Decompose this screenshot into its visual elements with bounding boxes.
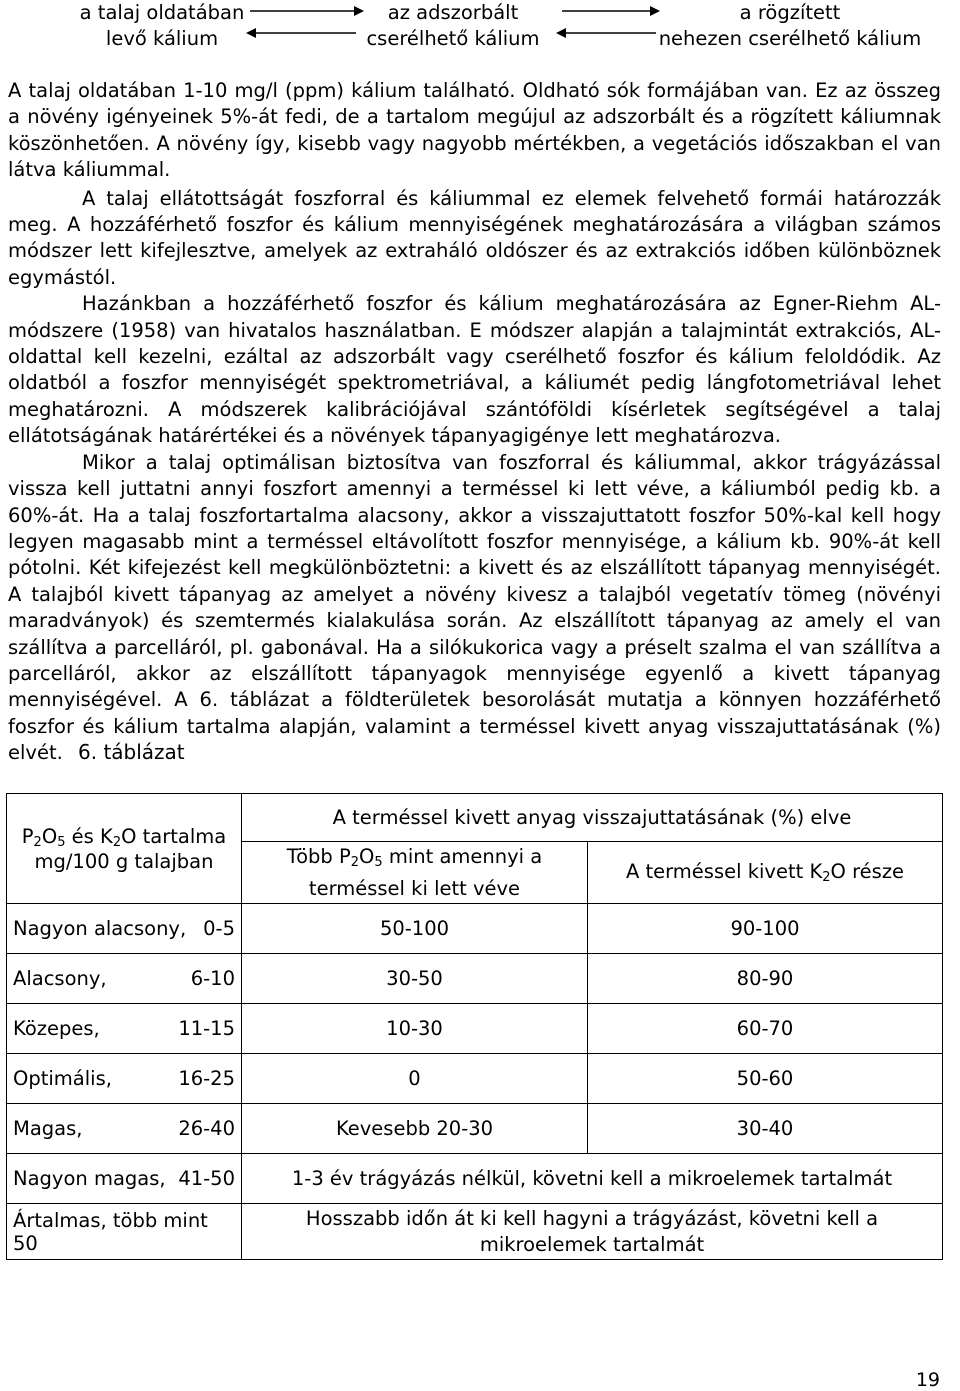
table-row [7, 954, 943, 1004]
paragraph-1: A talaj oldatában 1-10 mg/l (ppm) kálium található. Oldható sók formájában van. Ez az összeg a növény igényeinek 5%-át fedi, de a tartalom megújul az adszorbált és a rögzített káliumnak köszönhetően. A növény így, kisebb vagy nagyobb mértékben, a vegetációs időszakban el van látva káliummal. [8, 79, 941, 182]
row-label-cell: Optimális, 16-25 [7, 1054, 242, 1104]
table-row [7, 1204, 943, 1260]
row-k-cell: 60-70 [588, 1004, 943, 1054]
page-number: 19 [915, 1369, 940, 1391]
paragraph-3: Hazánkban a hozzáférhető foszfor és kálium meghatározására az Egner-Riehm AL-módszere (1958) van hivatalos használatban. E módszer alapján a talajmintát extrakciós, AL-oldattal kell kezelni, ezáltal az adszorbált vagy cserélhető foszfor és kálium feloldódik. Az oldatból a foszfor mennyiségét spektrometriával, a káliumét pedig lángfotometriával lehet meghatározni. A módszerek kalibrációjával szántóföldi kísérletek segítségével a talaj ellátotságának határértékei és a növények tápanyagigénye lett meghatározva. [8, 292, 941, 448]
header-content-line2: mg/100 g talajban [34, 849, 214, 873]
header-k-cell: A terméssel kivett $K_2O$ része [588, 842, 943, 904]
header-p-cell: Több $P_2O_5$ mint amennyi a terméssel ki lett véve [242, 842, 588, 904]
paragraph-2: A talaj ellátottságát foszforral és káliummal ez elemek felvehető formái határozzák meg. A hozzáférhető foszfor és kálium mennyiségének meghatározására a világban számos módszer lett kifejlesztve, amelyek az extraháló oldószer és az extrakciós időben különböznek egymástól. [8, 186, 941, 289]
row-p-cell: 10-30 [242, 1004, 588, 1054]
header-principle-cell: A terméssel kivett anyag visszajuttatásának (%) elve [242, 794, 943, 842]
row-p-cell: 30-50 [242, 954, 588, 1004]
row-k-cell: 90-100 [588, 904, 943, 954]
flow-node-solution-k-line2: levő kálium [105, 27, 219, 50]
flow-node-adsorbed-k-line2: cserélhető kálium [366, 27, 540, 50]
row-label-cell: Nagyon magas, 41-50 [7, 1154, 242, 1204]
header-content-cell [7, 794, 242, 904]
flow-node-fixed-k-line2: nehezen cserélhető kálium [658, 27, 922, 50]
potassium-flow-diagram [0, 0, 960, 60]
flow-node-solution-k-line1: a talaj oldatában [79, 1, 245, 24]
row-p-cell: 0 [242, 1054, 588, 1104]
row-label-cell: Közepes, 11-15 [7, 1004, 242, 1054]
row-label-cell: Ártalmas, több mint 50 [7, 1204, 242, 1260]
header-content-line1: $P_2O_5$ és $K_2O$ tartalma [21, 824, 227, 850]
row-merged-cell: Hosszabb időn át ki kell hagyni a trágyázást, követni kell a mikroelemek tartalmát [242, 1204, 943, 1260]
row-label-cell: Nagyon alacsony, 0-5 [7, 904, 242, 954]
row-k-cell: 50-60 [588, 1054, 943, 1104]
table-row [7, 1104, 943, 1154]
row-p-cell: 50-100 [242, 904, 588, 954]
row-k-cell: 80-90 [588, 954, 943, 1004]
table-row [7, 1004, 943, 1054]
table-row [7, 1054, 943, 1104]
row-p-cell: Kevesebb 20-30 [242, 1104, 588, 1154]
flow-node-adsorbed-k-line1: az adszorbált [387, 1, 519, 24]
row-label-cell: Alacsony, 6-10 [7, 954, 242, 1004]
row-label-cell: Magas, 26-40 [7, 1104, 242, 1154]
table-row [7, 1154, 943, 1204]
paragraph-4: Mikor a talaj optimálisan biztosítva van foszforral és káliummal, akkor trágyázással vissza kell juttatni annyi foszfort amennyi a terméssel ki lett véve, a káliumból pedig kb. a 60%-át. Ha a talaj foszfortartalma alacsony, akkor a visszajuttatott foszfor 50%-kal kell hogy legyen magasabb mint a terméssel eltávolított foszfor mennyisége, a kálium kb. 90%-át kell pótolni. Két kifejezést kell megkülönböztetni: a kivett és az elszállított tápanyag mennyiségét. A talajból kivett tápanyag az amelyet a növény kivesz a talajból vegetatív tömeg (növényi maradványok) és szemtermés kialakulása során. Az elszállított tápanyag az amely el van szállítva a parcelláról, pl. gabonával. Ha a silókukorica vagy a préselt szalma el van szállítva a parcelláról, akkor az elszállított tápanyagok mennyisége egyenlő a kivett tápanyag mennyiségével. A 6. táblázat a földterületek besorolását mutatja a könnyen hozzáférhető foszfor és kálium tartalma alapján, valamint a terméssel kivett anyag visszajuttatásának (%) elvét. [8, 450, 941, 765]
table-row [7, 904, 943, 954]
table-6 [6, 793, 943, 1260]
body-text [8, 78, 941, 767]
table-header-row-1 [7, 794, 943, 842]
table-caption: 6. táblázat [78, 740, 185, 764]
row-k-cell: 30-40 [588, 1104, 943, 1154]
flow-arrows [0, 0, 960, 60]
flow-node-fixed-k-line1: a rögzített [739, 1, 841, 24]
row-merged-cell: 1-3 év trágyázás nélkül, követni kell a mikroelemek tartalmát [242, 1154, 943, 1204]
